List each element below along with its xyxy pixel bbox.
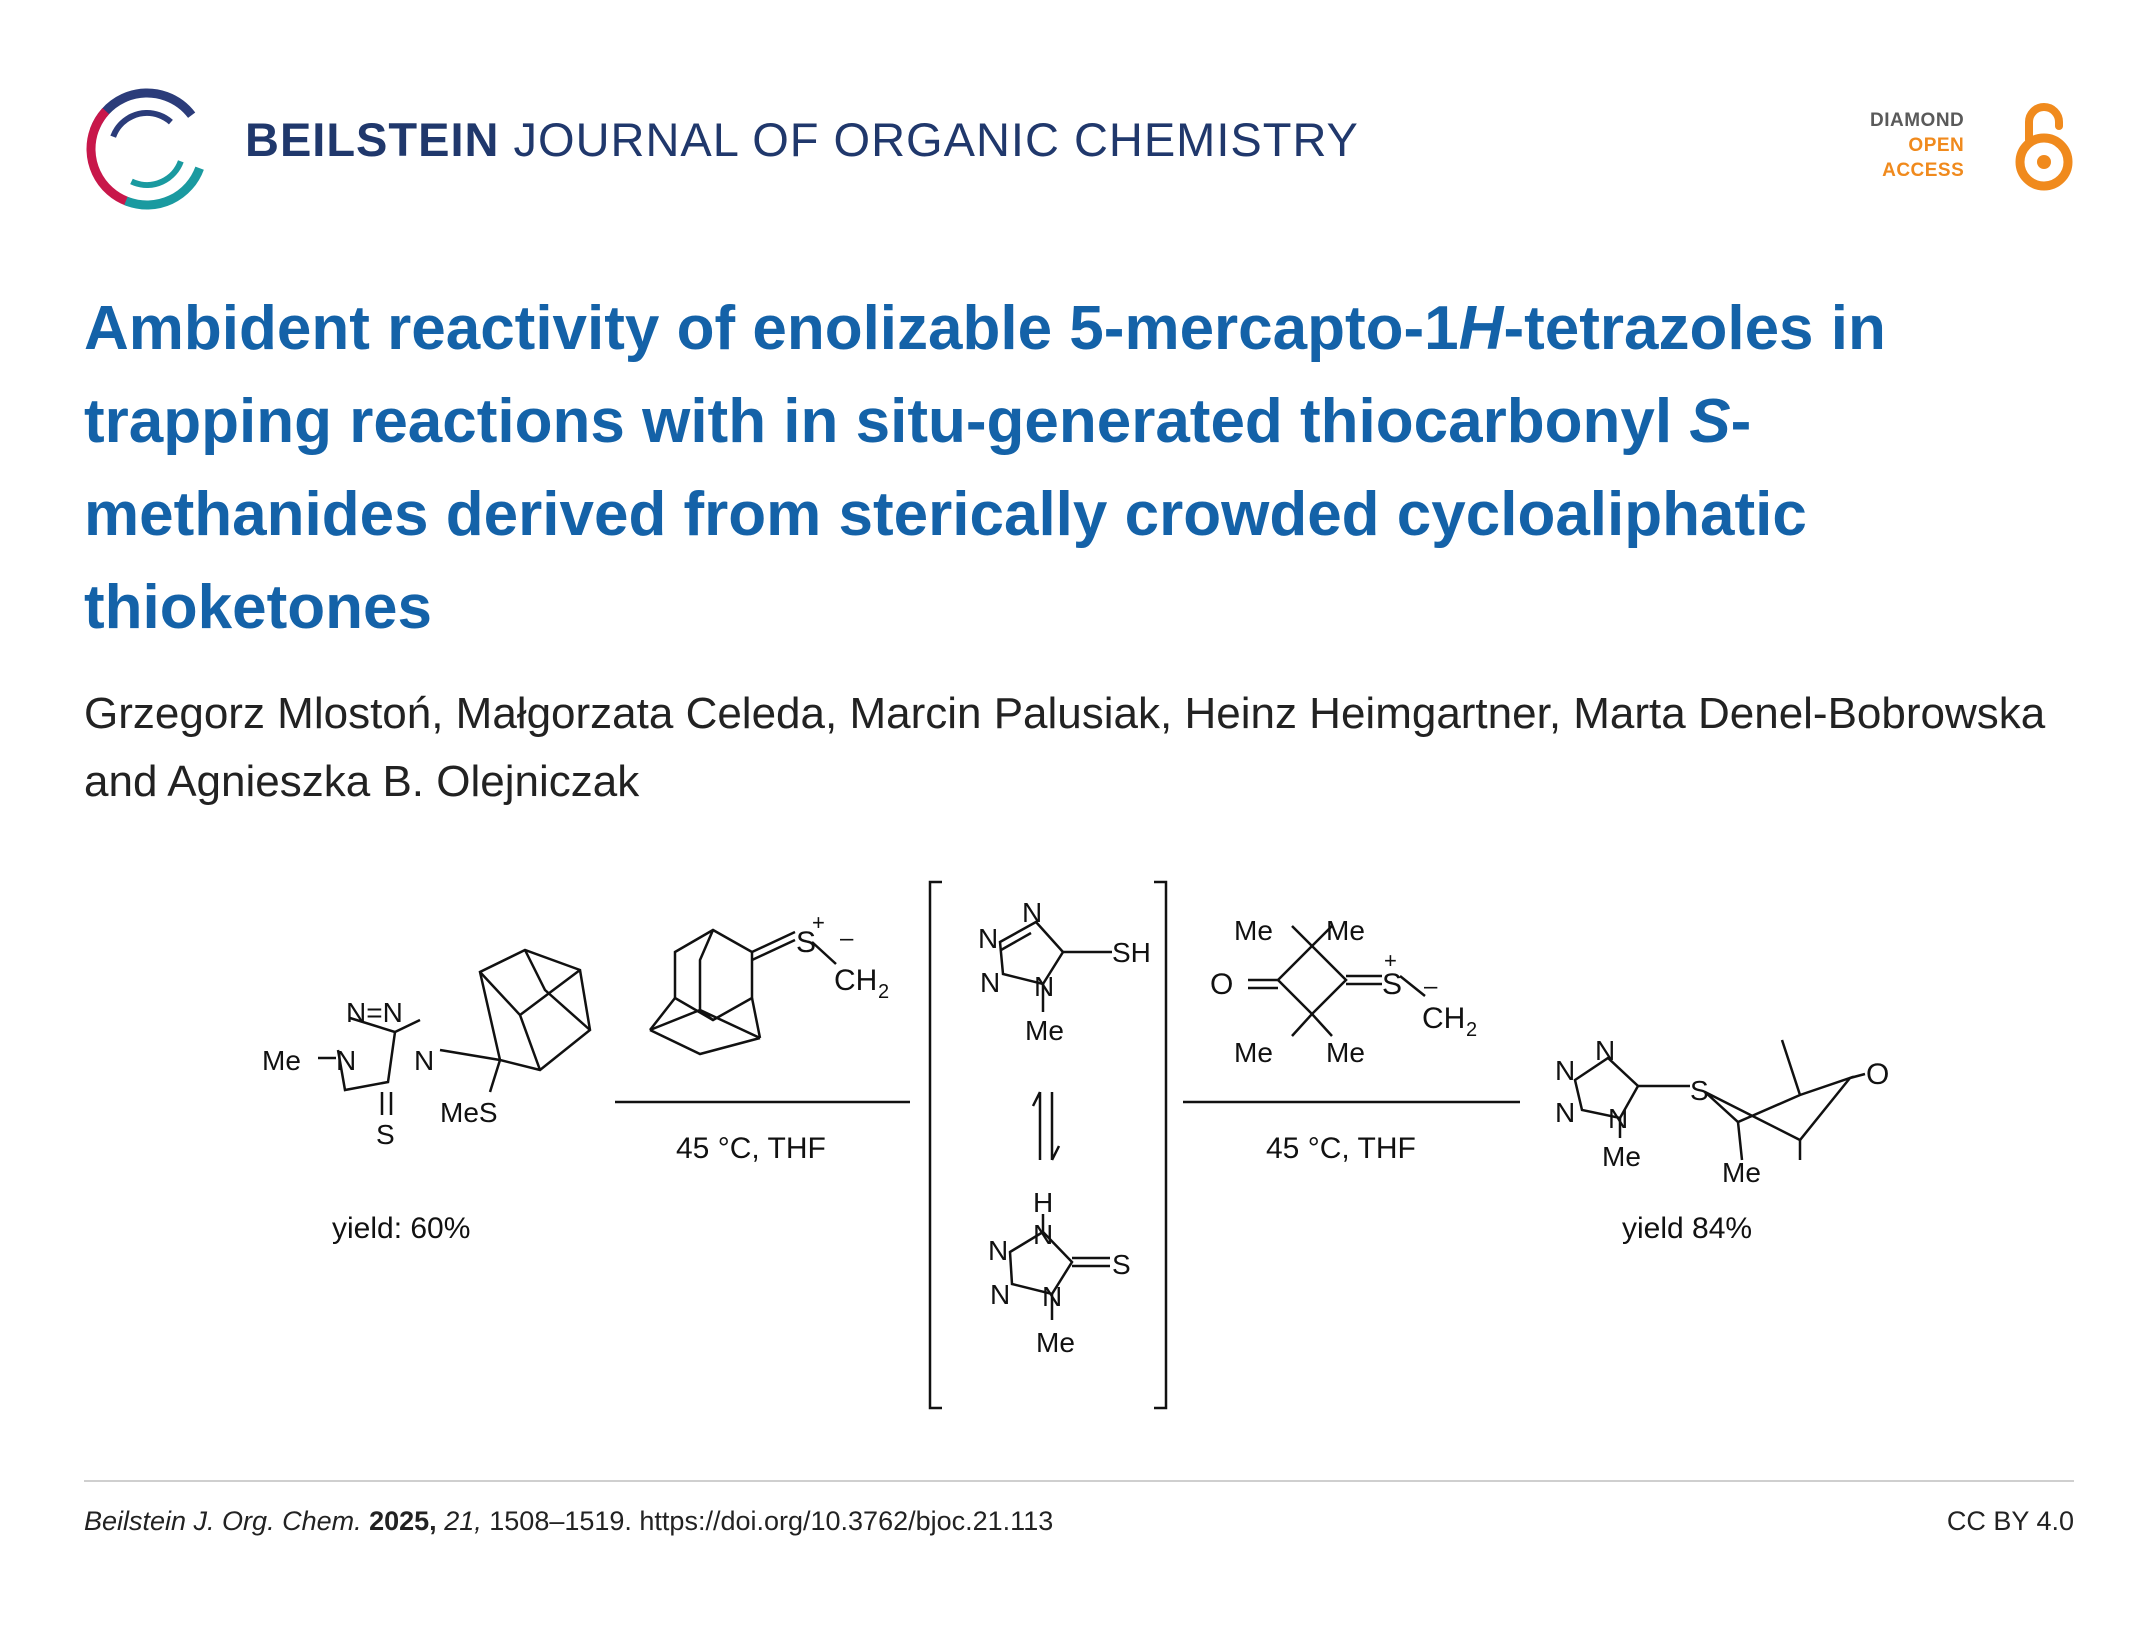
rr-sub2: 2 bbox=[1466, 1019, 1478, 1041]
rp-o: O bbox=[1866, 1058, 1890, 1091]
open-access-badge bbox=[1870, 108, 1964, 183]
lr-minus: – bbox=[840, 925, 854, 952]
reaction-scheme bbox=[0, 860, 2150, 1420]
lp-s: S bbox=[376, 1119, 395, 1150]
bracket-right bbox=[1154, 882, 1166, 1408]
citation bbox=[84, 1506, 1053, 1537]
lp-mes: MeS bbox=[440, 1097, 498, 1128]
lp-nn: N=N bbox=[346, 997, 403, 1028]
left-yield: yield: 60% bbox=[332, 1212, 471, 1245]
ct-n2: N bbox=[978, 923, 999, 954]
journal-name-rest: JOURNAL OF ORGANIC CHEMISTRY bbox=[513, 113, 1359, 166]
cb-n3: N bbox=[990, 1279, 1011, 1310]
title-part-4: S bbox=[1689, 387, 1731, 456]
lp-n1: N bbox=[336, 1045, 357, 1076]
lr-plus: + bbox=[812, 910, 825, 935]
ct-n1: N bbox=[1022, 897, 1043, 928]
badge-line-access: ACCESS bbox=[1882, 160, 1965, 181]
title-part-5: -methanides derived from sterically crowded cycloaliphatic thioketones bbox=[84, 387, 1807, 642]
author-list: Grzegorz Mlostoń, Małgorzata Celeda, Marcin Palusiak, Heinz Heimgartner, Marta Denel-Bobrowska and Agnieszka B. Olejniczak bbox=[84, 689, 2046, 806]
rr-o: O bbox=[1210, 968, 1234, 1001]
right-conditions: 45 °C, THF bbox=[1266, 1132, 1416, 1165]
rp-s: S bbox=[1690, 1075, 1709, 1106]
article-title bbox=[84, 282, 2074, 654]
beilstein-logo bbox=[82, 84, 212, 214]
rr-plus: + bbox=[1384, 948, 1397, 973]
title-part-1: Ambident reactivity of enolizable 5-mercapto-1 bbox=[84, 294, 1459, 363]
badge-line-open: OPEN bbox=[1908, 135, 1965, 156]
lr-sub2: 2 bbox=[878, 981, 890, 1003]
cb-me: Me bbox=[1036, 1327, 1075, 1358]
rp-n1: N bbox=[1595, 1035, 1616, 1066]
citation-journal: Beilstein J. Org. Chem. bbox=[84, 1506, 362, 1536]
rr-me2: Me bbox=[1326, 915, 1365, 946]
lr-ch: CH bbox=[834, 964, 878, 997]
rp-me: Me bbox=[1722, 1157, 1761, 1188]
open-lock-icon bbox=[2013, 96, 2075, 196]
lr-s: S bbox=[796, 926, 817, 959]
lp-me: Me bbox=[262, 1045, 301, 1076]
left-conditions: 45 °C, THF bbox=[676, 1132, 826, 1165]
citation-volume: 21, bbox=[444, 1506, 482, 1536]
cb-s: S bbox=[1112, 1249, 1131, 1280]
rp-n3: N bbox=[1555, 1097, 1576, 1128]
rr-ch: CH bbox=[1422, 1002, 1466, 1035]
ct-sh: SH bbox=[1112, 937, 1151, 968]
ct-n3: N bbox=[980, 967, 1001, 998]
equilibrium-arrows bbox=[1033, 1092, 1059, 1160]
ct-n4: N bbox=[1034, 971, 1055, 1002]
cb-n4: N bbox=[1042, 1281, 1063, 1312]
right-yield: yield 84% bbox=[1622, 1212, 1753, 1245]
bracket-left bbox=[930, 882, 942, 1408]
rp-n4: N bbox=[1608, 1103, 1629, 1134]
citation-year: 2025, bbox=[369, 1506, 437, 1536]
footer-divider bbox=[84, 1480, 2074, 1482]
rp-me-n: Me bbox=[1602, 1141, 1641, 1172]
journal-name-bold: BEILSTEIN bbox=[245, 113, 500, 166]
rr-me1: Me bbox=[1234, 915, 1273, 946]
cb-h: H bbox=[1033, 1187, 1054, 1218]
cb-n1: N bbox=[1033, 1219, 1054, 1250]
rp-n2: N bbox=[1555, 1055, 1576, 1086]
citation-pages-doi[interactable]: 1508–1519. https://doi.org/10.3762/bjoc.21.113 bbox=[489, 1506, 1054, 1536]
rr-me4: Me bbox=[1326, 1037, 1365, 1068]
rr-minus: – bbox=[1424, 973, 1438, 1000]
badge-line-diamond: DIAMOND bbox=[1870, 110, 1965, 131]
ct-me: Me bbox=[1025, 1015, 1064, 1046]
journal-name bbox=[245, 112, 1359, 167]
license: CC BY 4.0 bbox=[1946, 1506, 2074, 1536]
title-part-3: -tetrazoles in trapping reactions with in situ-generated thiocarbonyl bbox=[84, 294, 1886, 456]
rr-s: S bbox=[1382, 968, 1403, 1001]
lp-n2: N bbox=[414, 1045, 435, 1076]
cb-n2: N bbox=[988, 1235, 1009, 1266]
title-part-2: H bbox=[1458, 294, 1504, 363]
rr-me3: Me bbox=[1234, 1037, 1273, 1068]
